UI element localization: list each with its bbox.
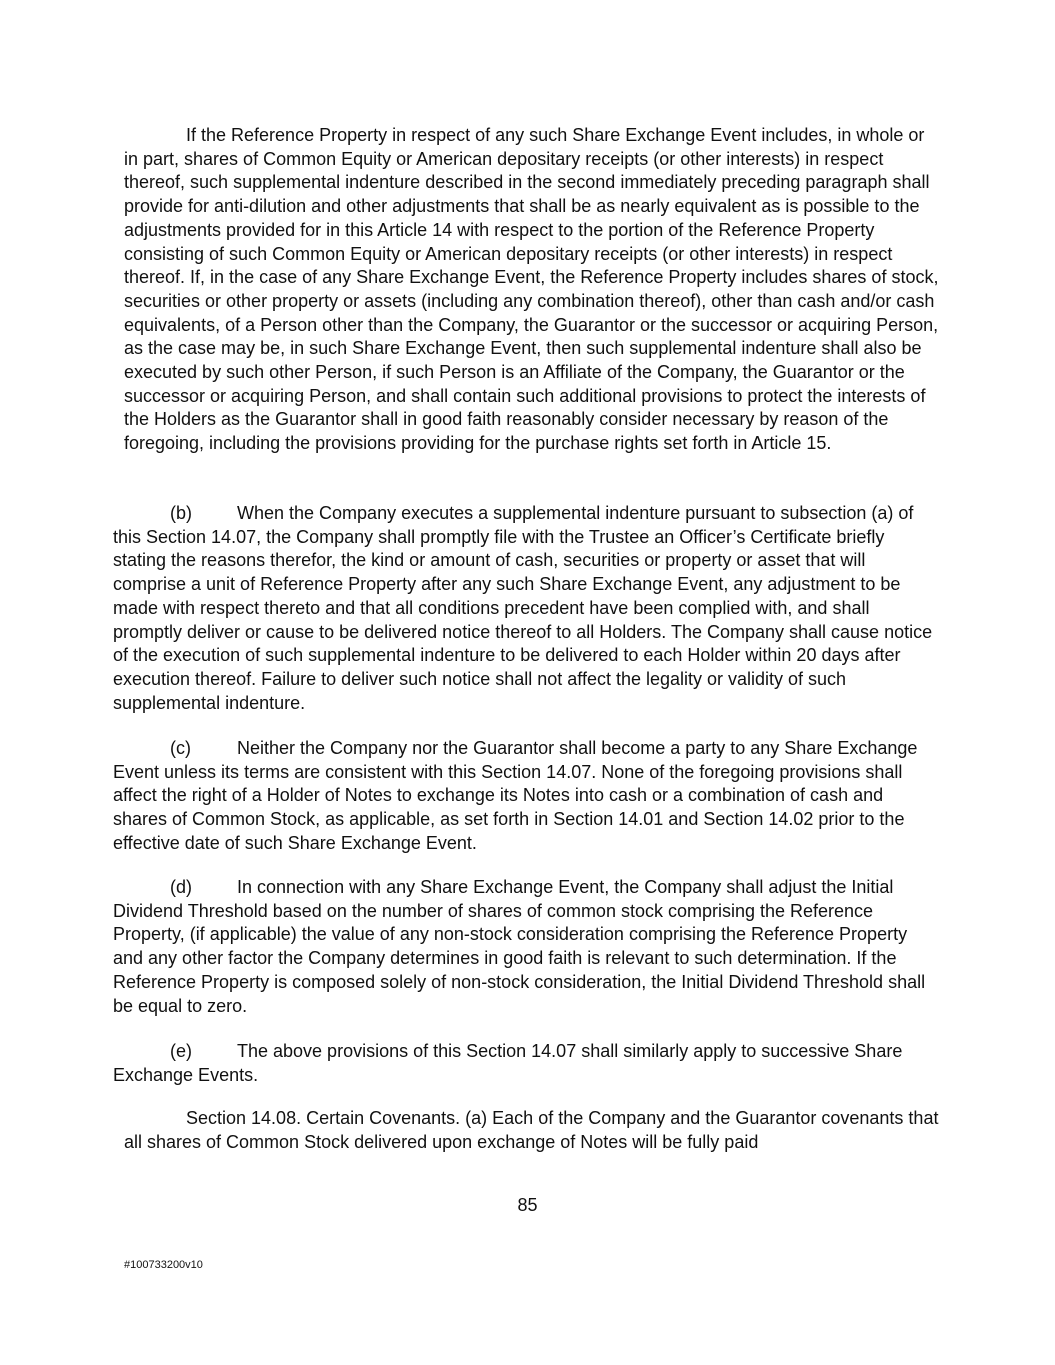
subsection-d-label: (d) — [170, 877, 192, 897]
subsection-b-paragraph — [113, 502, 939, 715]
page-number: 85 — [517, 1195, 538, 1215]
reference-property-paragraph: If the Reference Property in respect of any such Share Exchange Event includes, in whole or in part, shares of Common Equity or American depositary receipts (or other interests) in respect thereof, such supplemental indenture described in the second immediately preceding paragraph shall provide for anti-dilution and other adjustments that shall be as nearly equivalent as is possible to the adjustments provided for in this Article 14 with respect to the portion of the Reference Property consisting of such Common Equity or American depositary receipts (or other interests) in respect thereof. If, in the case of any Share Exchange Event, the Reference Property includes shares of stock, securities or other property or assets (including any combination thereof), other than cash and/or cash equivalents, of a Person other than the Company, the Guarantor or the successor or acquiring Person, as the case may be, in such Share Exchange Event, then such supplemental indenture shall also be executed by such other Person, if such Person is an Affiliate of the Company, the Guarantor or the successor or acquiring Person, and shall contain such additional provisions to protect the interests of the Holders as the Guarantor shall in good faith reasonably consider necessary by reason of the foregoing, including the provisions providing for the purchase rights set forth in Article 15. — [124, 125, 939, 454]
subsection-c-label: (c) — [170, 738, 191, 758]
subsection-d-text: In connection with any Share Exchange Event, the Company shall adjust the Initial Dividend Threshold based on the number of shares of common stock comprising the Reference Property, (if applicable) the value of any non-stock consideration comprising the Reference Property and any other factor the Company determines in good faith is relevant to such determination. If the Reference Property is composed solely of non-stock consideration, the Initial Dividend Threshold shall be equal to zero. — [113, 877, 926, 1016]
subsection-c-text: Neither the Company nor the Guarantor shall become a party to any Share Exchange Event unless its terms are consistent with this Section 14.07. None of the foregoing provisions shall affect the right of a Holder of Notes to exchange its Notes into cash or a combination of cash and shares of Common Stock, as applicable, as set forth in Section 14.01 and Section 14.02 prior to the effective date of such Share Exchange Event. — [113, 738, 918, 853]
section-14-08-paragraph: Section 14.08. Certain Covenants. (a) Each of the Company and the Guarantor covenants that all shares of Common Stock delivered upon exchange of Notes will be fully paid — [124, 1108, 939, 1152]
subsection-b-label: (b) — [170, 503, 192, 523]
subsection-b-text: When the Company executes a supplemental indenture pursuant to subsection (a) of this Section 14.07, the Company shall promptly file with the Trustee an Officer’s Certificate briefly stating the reasons therefor, the kind or amount of cash, securities or property or asset that will comprise a unit of Reference Property after any such Share Exchange Event, any adjustment to be made with respect thereto and that all conditions precedent have been complied with, and shall promptly deliver or cause to be delivered notice thereof to all Holders. The Company shall cause notice of the execution of such supplemental indenture to be delivered to each Holder within 20 days after execution thereof. Failure to deliver such notice shall not affect the legality or validity of such supplemental indenture. — [113, 503, 933, 713]
subsection-e-paragraph — [113, 1040, 939, 1087]
subsection-d-paragraph — [113, 876, 939, 1018]
subsection-e-label: (e) — [170, 1041, 192, 1061]
subsection-e-text: The above provisions of this Section 14.07 shall similarly apply to successive Share Exchange Events. — [113, 1041, 903, 1085]
subsection-c-paragraph — [113, 737, 939, 856]
document-id: #100733200v10 — [124, 1259, 203, 1271]
